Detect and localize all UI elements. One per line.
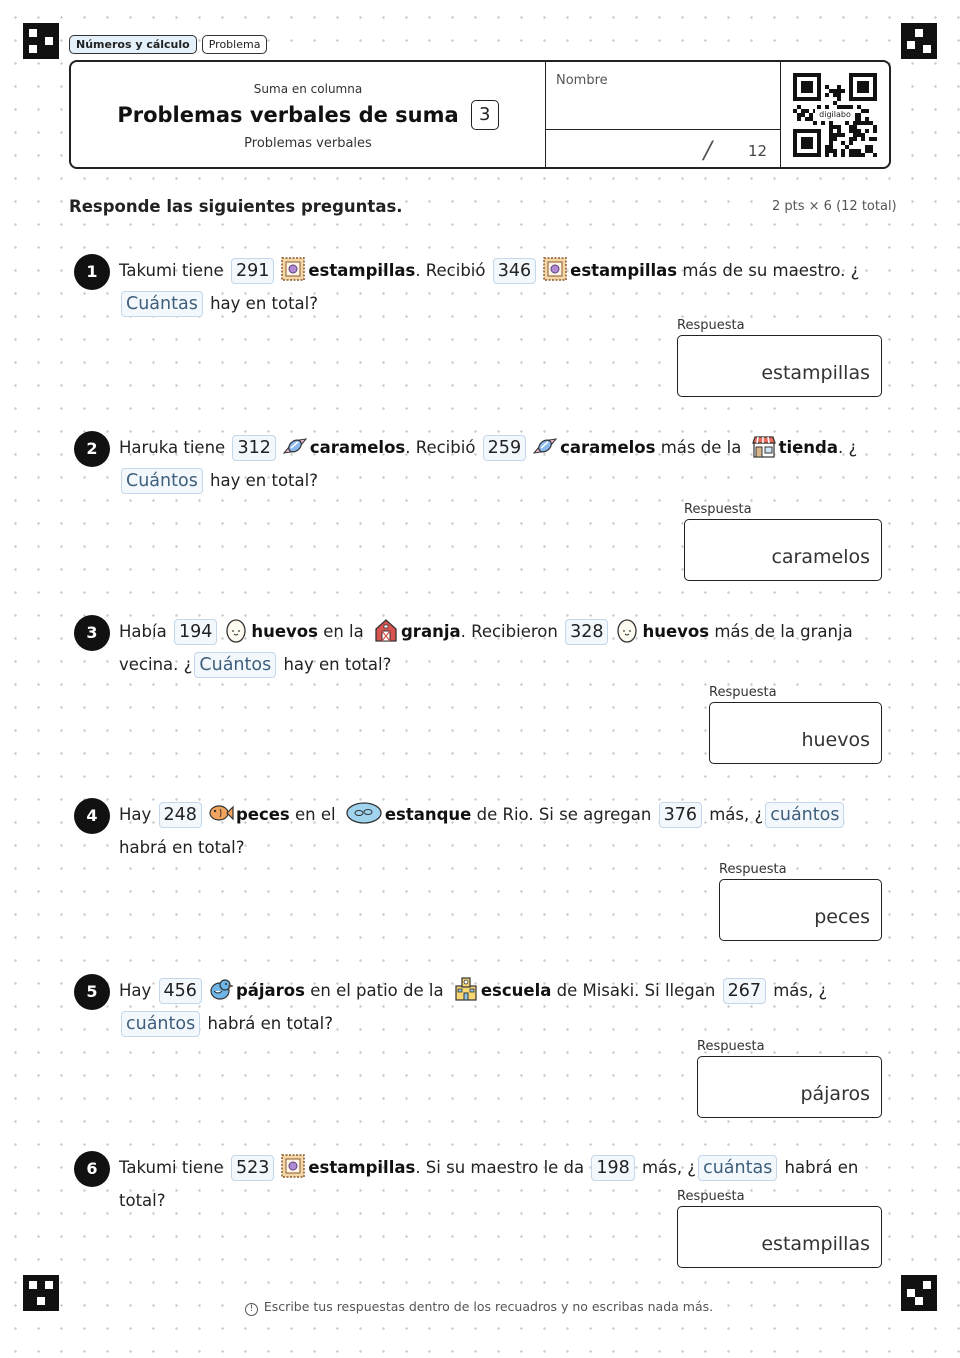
stamp-icon	[280, 256, 306, 282]
question-text-segment: más, ¿	[636, 1158, 697, 1177]
question-number: 2	[74, 431, 110, 467]
stamp-icon	[542, 256, 568, 282]
answer-label: Respuesta	[697, 1039, 765, 1054]
number-box: 198	[591, 1155, 634, 1181]
question-text-segment: más de su maestro. ¿	[677, 261, 860, 280]
question-number: 1	[74, 254, 110, 290]
answer-label: Respuesta	[684, 502, 752, 517]
name-label: Nombre	[556, 73, 608, 88]
footer-note	[0, 1299, 960, 1316]
question-text-segment: Takumi tiene	[119, 261, 229, 280]
question-text-segment: habrá en total?	[202, 1014, 333, 1033]
answer-unit: caramelos	[771, 546, 870, 568]
question-text-segment: Hay	[119, 981, 157, 1000]
answer-label: Respuesta	[677, 318, 745, 333]
answer-box[interactable]	[684, 519, 882, 581]
answer-unit: huevos	[801, 729, 870, 751]
question-text-segment: . Recibieron	[460, 622, 564, 641]
number-box: 312	[232, 435, 275, 461]
qr-logo-text: digilabo	[815, 109, 855, 121]
bird-icon	[208, 976, 234, 1002]
question-number: 4	[74, 798, 110, 834]
item-word: estampillas	[308, 261, 416, 280]
question-word-box: Cuántos	[121, 468, 203, 494]
answer-label: Respuesta	[709, 685, 777, 700]
answer-unit: estampillas	[761, 362, 870, 384]
answer-unit: estampillas	[761, 1233, 870, 1255]
egg-icon	[223, 617, 249, 643]
question-text-segment: . Recibió	[405, 438, 481, 457]
corner-marker-top-right	[901, 23, 937, 59]
max-score: 12	[748, 142, 768, 160]
question-text-segment: en la	[317, 622, 369, 641]
score-slash: /	[701, 136, 716, 164]
points-info: 2 pts × 6 (12 total)	[772, 199, 897, 214]
question-text-segment: más de la granja vecina. ¿	[119, 622, 853, 674]
worksheet-subtitle: Suma en columna	[253, 82, 363, 96]
question-text-segment: hay en total?	[278, 655, 392, 674]
answer-box[interactable]	[709, 702, 882, 764]
instructions: Responde las siguientes preguntas.	[69, 197, 403, 216]
candy-icon	[532, 433, 558, 459]
item-word: huevos	[251, 622, 318, 641]
tag-numbers: Números y cálculo	[69, 35, 197, 54]
answer-block-1	[677, 318, 882, 397]
tag-problem: Problema	[202, 35, 268, 54]
item-word: caramelos	[309, 438, 406, 457]
question-text-segment: hay en total?	[204, 294, 319, 313]
question-text-segment: en el patio de la	[304, 981, 449, 1000]
question-number: 5	[74, 974, 110, 1010]
item-word: estampillas	[308, 1158, 416, 1177]
number-box: 376	[659, 802, 702, 828]
answer-block-3	[709, 685, 882, 764]
footer-text: Escribe tus respuestas dentro de los recuadros y no escribas nada más.	[263, 1299, 714, 1314]
question-text-segment: hay en total?	[204, 471, 318, 490]
answer-label: Respuesta	[677, 1189, 745, 1204]
worksheet-category: Problemas verbales	[244, 136, 372, 151]
question-text-segment: habrá en total?	[119, 1158, 859, 1210]
question-text	[119, 431, 889, 497]
question-text-segment: más, ¿	[703, 805, 764, 824]
answer-box[interactable]	[677, 1206, 882, 1268]
question-word-box: cuántos	[121, 1011, 200, 1037]
name-score-block	[545, 62, 781, 167]
question-text-segment: de Rio. Si se agregan	[471, 805, 657, 824]
question-text-segment: Había	[119, 622, 172, 641]
answer-unit: pájaros	[800, 1083, 870, 1105]
question-text-segment: más de la	[655, 438, 747, 457]
stamp-icon	[280, 1153, 306, 1179]
question-text-segment: . Recibió	[415, 261, 491, 280]
question-word-box: Cuántos	[194, 652, 276, 678]
barn-icon	[373, 617, 399, 643]
item-word: huevos	[642, 622, 710, 641]
score-field[interactable]	[546, 131, 696, 165]
answer-block-5	[697, 1039, 882, 1118]
number-box: 328	[565, 619, 608, 645]
page-title: Problemas verbales de suma	[117, 103, 459, 127]
tag-list	[69, 35, 267, 54]
answer-block-6	[677, 1189, 882, 1268]
question-word-box: Cuántas	[121, 291, 203, 317]
question-text-segment: en el	[289, 805, 341, 824]
number-box: 291	[231, 258, 274, 284]
question-text	[119, 974, 889, 1040]
item-word: granja	[401, 622, 461, 641]
name-field[interactable]	[546, 62, 780, 128]
question-number: 6	[74, 1151, 110, 1187]
question-text-segment: Takumi tiene	[119, 1158, 229, 1177]
question-text-segment: Hay	[119, 805, 157, 824]
question-text-segment: Haruka tiene	[119, 438, 231, 457]
title-block	[71, 62, 545, 167]
answer-block-4	[719, 862, 882, 941]
level-badge: 3	[471, 100, 499, 130]
corner-marker-top-left	[23, 23, 59, 59]
shop-icon	[751, 433, 777, 459]
question-word-box: cuántas	[698, 1155, 777, 1181]
answer-label: Respuesta	[719, 862, 787, 877]
question-text	[119, 254, 889, 320]
question-text-segment: habrá en total?	[119, 838, 245, 857]
answer-box[interactable]	[677, 335, 882, 397]
answer-unit: peces	[814, 906, 870, 928]
item-word: estanque	[384, 805, 472, 824]
candy-icon	[282, 433, 308, 459]
qr-code	[793, 73, 877, 157]
answer-box[interactable]	[719, 879, 882, 941]
number-box: 456	[159, 978, 202, 1004]
question-text	[119, 615, 889, 681]
question-text-segment: más, ¿	[767, 981, 828, 1000]
item-word: peces	[235, 805, 290, 824]
answer-box[interactable]	[697, 1056, 882, 1118]
egg-icon	[614, 617, 640, 643]
number-box: 248	[159, 802, 202, 828]
number-box: 194	[174, 619, 217, 645]
answer-block-2	[684, 502, 882, 581]
pond-icon	[345, 800, 383, 826]
item-word: estampillas	[570, 261, 678, 280]
number-box: 523	[231, 1155, 274, 1181]
question-number: 3	[74, 615, 110, 651]
question-text	[119, 798, 889, 864]
question-text-segment: . ¿	[838, 438, 858, 457]
question-word-box: cuántos	[765, 802, 844, 828]
item-word: caramelos	[560, 438, 656, 457]
fish-icon	[208, 800, 234, 826]
school-icon	[453, 976, 479, 1002]
worksheet-header	[69, 60, 891, 169]
item-word: tienda	[778, 438, 838, 457]
number-box: 259	[483, 435, 526, 461]
question-text-segment: de Misaki. Si llegan	[551, 981, 721, 1000]
item-word: escuela	[480, 981, 552, 1000]
question-text-segment: . Si su maestro le da	[415, 1158, 590, 1177]
number-box: 346	[493, 258, 536, 284]
info-icon: !	[245, 1303, 258, 1316]
item-word: pájaros	[235, 981, 305, 1000]
number-box: 267	[723, 978, 766, 1004]
